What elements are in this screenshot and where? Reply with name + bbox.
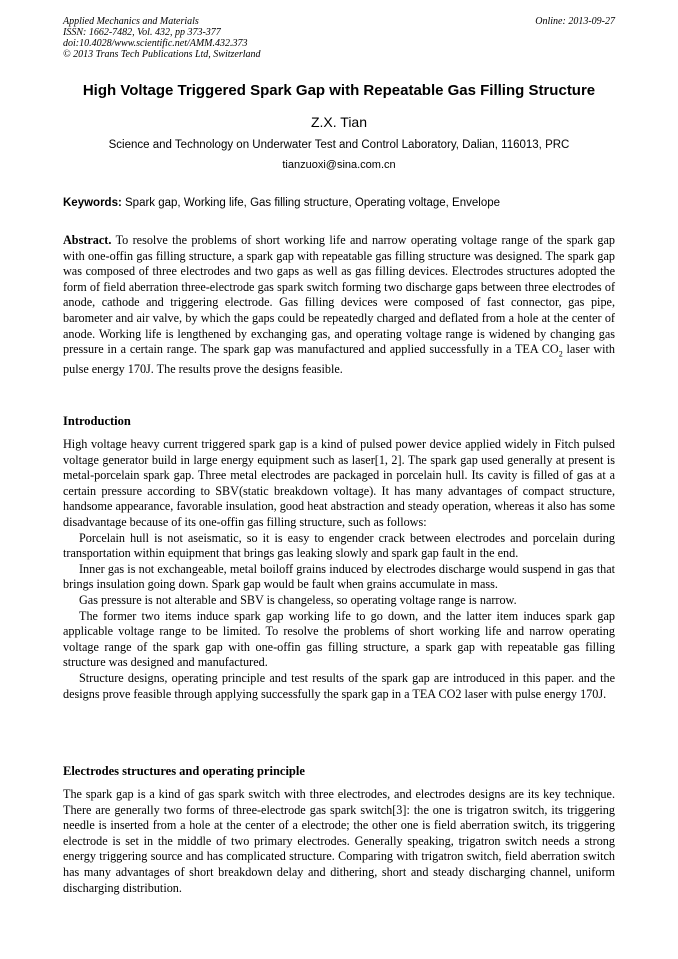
journal-name: Applied Mechanics and Materials xyxy=(63,16,199,27)
intro-paragraph: The former two items induce spark gap working life to go down, and the latter item induces spark gap applicable voltage range to be limited. To resolve the problems of short working life and narrow operating voltage range of the spark gap with one-offin gas filling structure, a spark gap with repeatable gas filling structure was designed and manufactured. xyxy=(63,608,615,670)
intro-paragraph: Porcelain hull is not aseismatic, so it is easy to engender crack between electrodes and porcelain during transportation within equipment that brings gas leaking slowly and spark gap fault in the end. xyxy=(63,530,615,561)
introduction-heading: Introduction xyxy=(63,414,131,428)
introduction-section xyxy=(63,414,615,702)
keywords-text: Spark gap, Working life, Gas filling structure, Operating voltage, Envelope xyxy=(125,197,501,209)
intro-paragraph: Structure designs, operating principle and test results of the spark gap are introduced in this paper. and the designs prove feasible through applying successfully the spark gap in a TEA CO2 laser with pulse energy 170J. xyxy=(63,670,615,701)
copyright-line: © 2013 Trans Tech Publications Ltd, Switzerland xyxy=(63,49,261,60)
keywords-label: Keywords: xyxy=(63,197,122,209)
intro-paragraph: High voltage heavy current triggered spark gap is a kind of pulsed power device applied widely in Fitch pulsed voltage generator build in large energy equipment such as laser[1, 2]. The spark gap used generally at present is metal-porcelain spark gap. Three metal electrodes are packaged in porcelain hull. Its cavity is filled of gas at a certain pressure according to SBV(static breakdown voltage). It has many advantages of compact structure, handsome appearance, favorable insulation, good heat abstraction and steady operation, whereas it also has some disadvantage because of its one-offin gas filling structure, such as follows: xyxy=(63,437,615,529)
electrodes-section xyxy=(63,764,615,896)
electrodes-heading: Electrodes structures and operating principle xyxy=(63,764,305,778)
paper-title: High Voltage Triggered Spark Gap with Repeatable Gas Filling Structure xyxy=(82,82,596,99)
online-date: Online: 2013-09-27 xyxy=(535,16,615,27)
doi-line: doi:10.4028/www.scientific.net/AMM.432.373 xyxy=(63,38,248,49)
abstract-text-end: laser with pulse energy 170J. The results prove the designs feasible. xyxy=(63,342,615,377)
abstract-text: To resolve the problems of short working life and narrow operating voltage range of the spark gap with one-offin gas filling structure, a spark gap with repeatable gas filling structure was designed. The spark gap was composed of three electrodes and two gaps as well as gas filling devices. Electrodes structures adopted the form of field aberration three-electrode gas spark switch forming two discharge gaps between three electrodes of anode, cathode and triggering electrode. Gas filling devices were composed of fast connector, gas pipe, barometer and air valve, by which the gaps could be repeatedly charged and deflated from a hole at the center of anode. Working life is lengthened by exchanging gas, and operating voltage range is widened by changing gas pressure in a certain range. The spark gap was manufactured and applied successfully in a TEA CO xyxy=(63,233,615,357)
abstract-label: Abstract. xyxy=(63,233,112,247)
intro-paragraph: Gas pressure is not alterable and SBV is changeless, so operating voltage range is narrow. xyxy=(79,592,517,607)
author-name: Z.X. Tian xyxy=(310,114,368,130)
electrodes-paragraph: The spark gap is a kind of gas spark switch with three electrodes, and electrodes designs are its key technique. There are generally two forms of three-electrode gas spark switch[3]: the one is trigatron switch, its triggering needle is inserted from a hole at the center of a electrode; the other one is field aberration switch, its triggering electrode is set in the middle of two primary electrodes. Generally speaking, trigatron switch needs a strong energy triggering source and has complicated structure. Comparing with trigatron switch, field aberration switch has many advantages of short breakdown delay and dithering, short and steady discharging channel, uniform discharging distribution. xyxy=(63,787,615,895)
abstract xyxy=(63,233,615,378)
intro-paragraph: Inner gas is not exchangeable, metal boiloff grains induced by electrodes discharge would suspend in gas that brings insulation going down. Spark gap would be fault when grains accumulate in mass. xyxy=(63,561,615,592)
author-email: tianzuoxi@sina.com.cn xyxy=(282,159,396,171)
issn-line: ISSN: 1662-7482, Vol. 432, pp 373-377 xyxy=(63,27,221,38)
abstract-subscript: 2 xyxy=(558,349,563,359)
keywords-line xyxy=(63,196,615,210)
journal-header xyxy=(63,16,615,60)
author-affiliation: Science and Technology on Underwater Test and Control Laboratory, Dalian, 116013, PRC xyxy=(108,139,570,151)
publication-info xyxy=(63,16,615,60)
